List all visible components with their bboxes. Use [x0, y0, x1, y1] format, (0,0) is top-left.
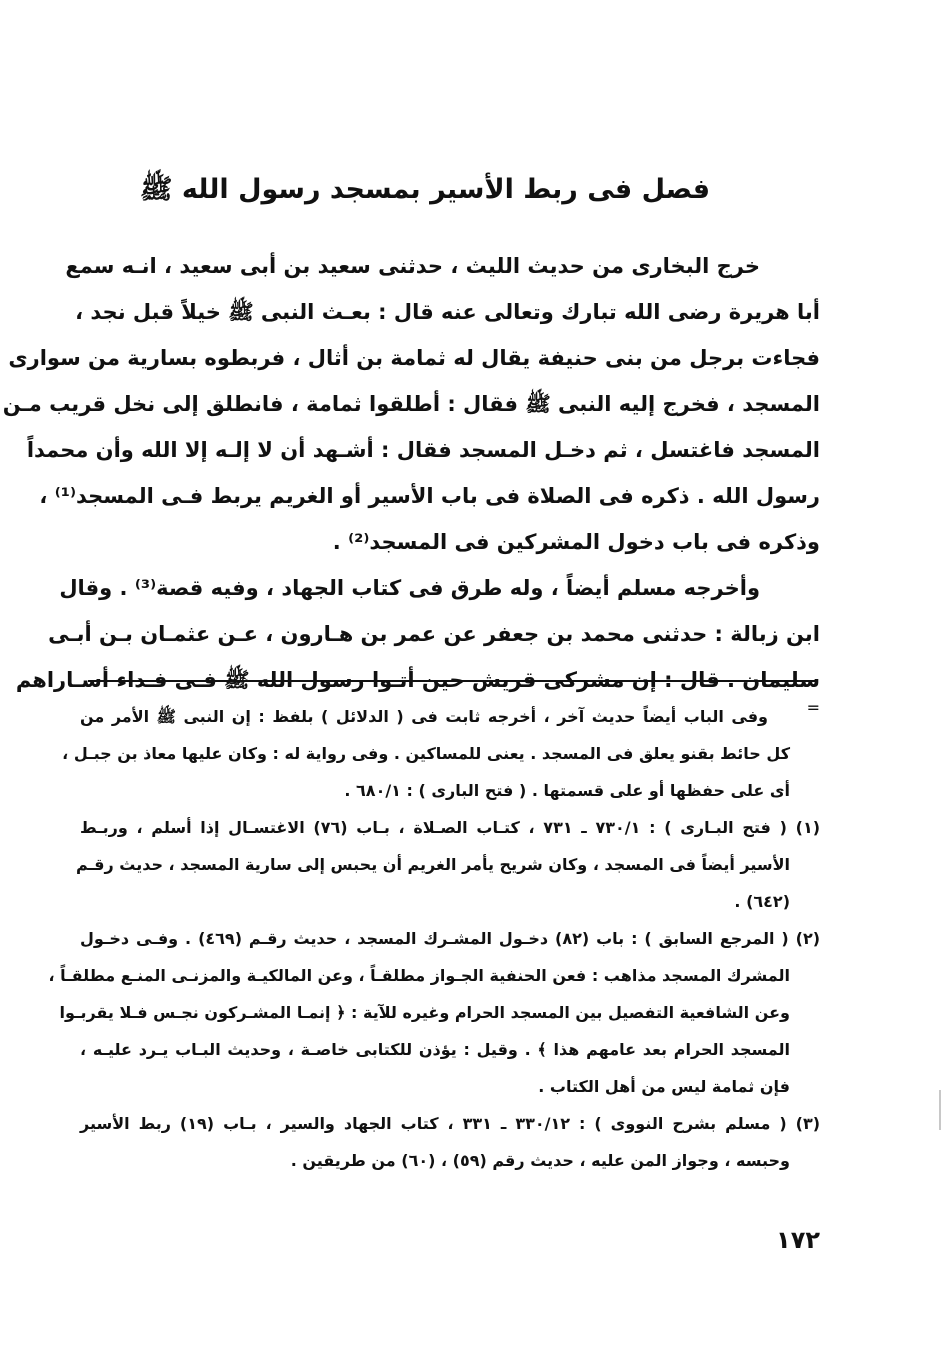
chapter-title: فصل فى ربط الأسير بمسجد رسول الله ﷺ: [139, 174, 710, 205]
text-line: المسجد فاغتسل ، ثم دخـل المسجد فقال : أشـهد أن لا إلـه إلا الله وأن محمداً: [26, 438, 820, 462]
text-line: وذكره فى باب دخول المشركين فى المسجد⁽²⁾ .: [332, 530, 820, 554]
footnote-line: أى على حفظها أو على قسمتها . ( فتح البارى ) : ٦٨٠/١ .: [344, 781, 790, 800]
scan-edge-mark: [939, 1090, 941, 1130]
footnote-1: [75, 809, 821, 920]
footnote-line: (٢) ( المرجع السابق ) : باب (٨٢) دخـول المشـرك المسجد ، حديث رقـم (٤٦٩) . وفـى دخـول: [80, 929, 821, 948]
footnote-line: (١) ( فتح البـارى ) : ٧٣٠/١ ـ ٧٣١ ، كتـاب الصـلاة ، بـاب (٧٦) الاغتسـال إذا أسلم ، وربـط: [80, 818, 821, 837]
text-line: ابن زبالة : حدثنى محمد بن جعفر عن عمر بن هـارون ، عـن عثمـان بـن أبـى: [48, 622, 820, 646]
footnote-line: (٣) ( مسلم بشرح النووى ) : ٣٣٠/١٢ ـ ٣٣١ ، كتاب الجهاد والسير ، بـاب (١٩) ربط الأسير: [80, 1114, 821, 1133]
page-number: ١٧٢: [776, 1226, 820, 1254]
footnote-line: وفى الباب أيضاً حديث آخر ، أخرجه ثابت فى ( الدلائل ) بلفظ : إن النبى ﷺ الأمر من: [80, 707, 768, 726]
footnote-2: [48, 920, 821, 1105]
footnote-continuation: [62, 698, 820, 809]
text-line: سليمان . قال : إن مشركى قريش حين أتـوا رسول الله ﷺ فـى فـداء أسـاراهم: [15, 668, 820, 692]
text-line: خرج البخارى من حديث الليث ، حدثنى سعيد بن أبى سعيد ، انـه سمع: [65, 254, 760, 278]
footnote-line: المسجد الحرام بعد عامهم هذا ﴾ . وقيل : يؤذن للكتابى خاصـة ، وحديث البـاب يـرد عليـه ،: [80, 1040, 790, 1059]
text-line: رسول الله . ذكره فى الصلاة فى باب الأسير أو الغريم يربط فـى المسجد⁽¹⁾ ،: [39, 484, 820, 508]
main-text: [2, 243, 820, 703]
footnote-line: وحبسه ، وجواز المن عليه ، حديث رقم (٥٩) ، (٦٠) من طريقين .: [290, 1151, 790, 1170]
text-line: وأخرجه مسلم أيضاً ، وله طرق فى كتاب الجهاد ، وفيه قصة⁽³⁾ . وقال: [59, 576, 760, 600]
footnotes: [48, 698, 821, 1179]
text-line: المسجد ، فخرج إليه النبى ﷺ فقال : أطلقوا ثمامة ، فانطلق إلى نخل قريب مـن: [2, 392, 820, 416]
text-line: فجاءت برجل من بنى حنيفة يقال له ثمامة بن أثال ، فربطوه بسارية من سوارى: [8, 346, 820, 370]
text-line: أبا هريرة رضى الله تبارك وتعالى عنه قال : بعـث النبى ﷺ خيلاً قبل نجد ،: [75, 300, 820, 324]
footnote-line: (٦٤٢) .: [734, 892, 790, 911]
continuation-mark: =: [806, 698, 820, 717]
footnote-3: [80, 1105, 820, 1179]
footnote-separator: [88, 680, 818, 682]
footnote-line: كل حائط بقنو يعلق فى المسجد . يعنى للمساكين . وفى رواية له : وكان عليها معاذ بن جبـل ،: [62, 744, 790, 763]
footnote-line: المشرك المسجد مذاهب : فعن الحنفية الجـواز مطلقـاً ، وعن المالكيـة والمزنـى المنـع مطلقـاً ،: [48, 966, 790, 985]
footnote-line: الأسير أيضاً فى المسجد ، وكان شريح يأمر الغريم أن يحبس إلى سارية المسجد ، حديث رقـم: [75, 855, 790, 874]
footnote-line: فإن ثمامة ليس من أهل الكتاب .: [538, 1077, 790, 1096]
footnote-line: وعن الشافعية التفصيل بين المسجد الحرام وغيره للآية : ﴿ إنمـا المشـركون نجـس فـلا يقربـوا: [59, 1003, 790, 1022]
